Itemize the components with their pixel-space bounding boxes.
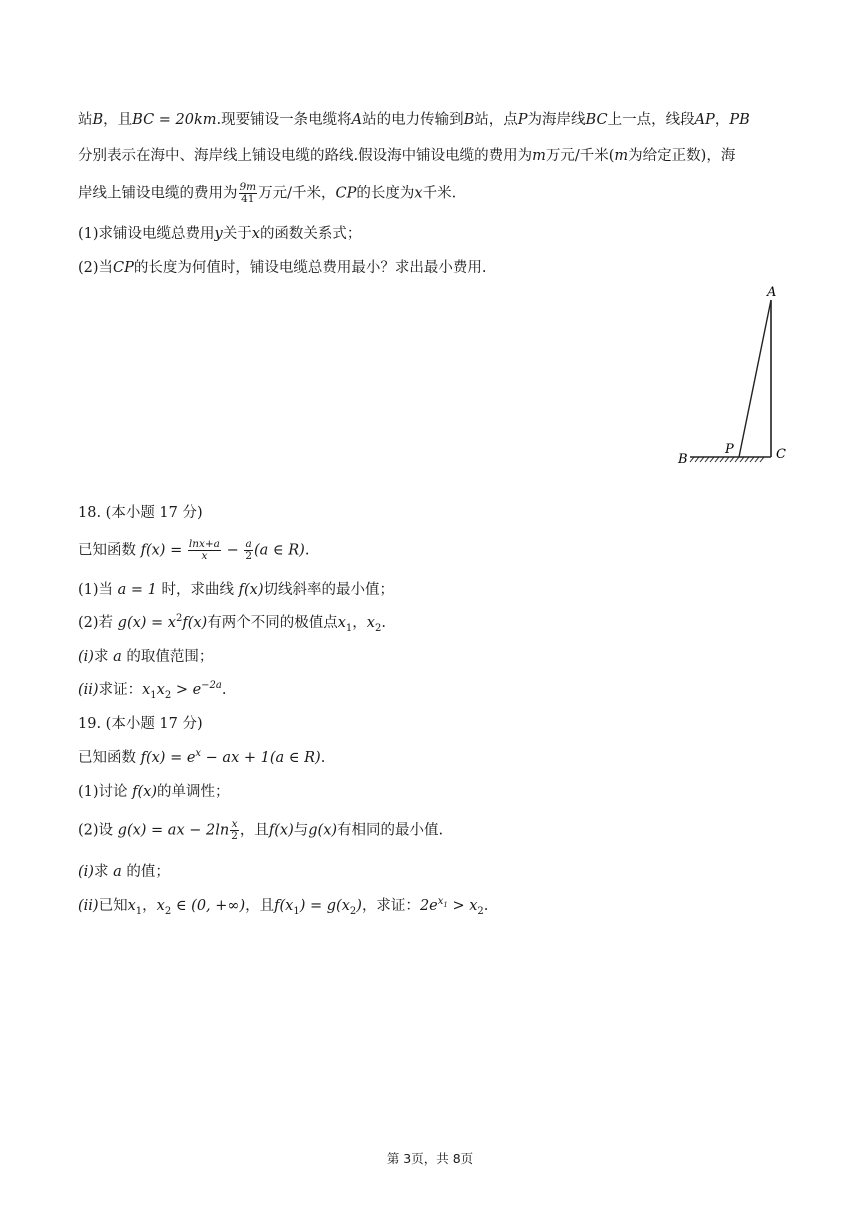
hatch-mark	[730, 457, 734, 462]
page-footer: 第 3页，共 8页	[386, 1151, 474, 1166]
p17-question-1: (1)求铺设电缆总费用y关于x的函数关系式；	[78, 226, 362, 242]
hatch-mark	[735, 457, 739, 462]
label-B: B	[678, 452, 688, 467]
p19-intro: 已知函数 $f(x) = e^x$ − ax + 1(a ∈ R).	[78, 748, 326, 766]
p18-question-1: (1)当 a = 1 时，求曲线 f(x)切线斜率的最小值；	[78, 582, 394, 598]
coastline-diagram	[676, 282, 796, 472]
p19-subquestion-i: (i)求 a 的值；	[78, 864, 170, 880]
p19-header: 19. (本小题 17 分)	[78, 716, 203, 732]
p18-subquestion-i: (i)求 a 的取值范围；	[78, 649, 214, 665]
p19-subquestion-ii: (ii)已知$x_1$，$x_2$ ∈ (0, +∞)，且$f(x_1) = g(x_2)$，求证：$2e^{x_1} > x_2$.	[78, 896, 489, 917]
hatch-mark	[740, 457, 744, 462]
p17-line-1: 站B，且BC = 20km.现要铺设一条电缆将A站的电力传输到B站，点P为海岸线BC上一点，线段AP，PB	[78, 112, 750, 128]
hatch-mark	[720, 457, 724, 462]
label-C: C	[776, 447, 786, 462]
hatch-mark	[745, 457, 749, 462]
hatch-mark	[695, 457, 699, 462]
label-P: P	[725, 442, 734, 457]
p17-question-2: (2)当CP的长度为何值时，铺设电缆总费用最小？求出最小费用.	[78, 260, 487, 276]
coastline-hatching	[690, 457, 764, 462]
segment-AP	[739, 300, 771, 457]
fraction-x-over-2: $\frac{x}{2}$	[231, 818, 238, 842]
hatch-mark	[755, 457, 759, 462]
p19-question-2: (2)设 g(x) = ax − 2ln $\frac{x}{2}$ ，且f(x)与g(x)有相同的最小值.	[78, 818, 444, 842]
p19-question-1: (1)讨论 f(x)的单调性；	[78, 784, 230, 800]
p17-line-2: 分别表示在海中、海岸线上铺设电缆的路线.假设海中铺设电缆的费用为m万元/千米(m为给定正数)，海	[78, 148, 736, 164]
hatch-mark	[715, 457, 719, 462]
hatch-mark	[700, 457, 704, 462]
fraction-a-over-2: $\frac{a}{2}$	[245, 538, 253, 562]
fraction-lnx-a-over-x: $\frac{\ln x+a}{x}$	[188, 538, 220, 562]
hatch-mark	[690, 457, 694, 462]
hatch-mark	[760, 457, 764, 462]
p18-header: 18. (本小题 17 分)	[78, 505, 203, 521]
hatch-mark	[705, 457, 709, 462]
hatch-mark	[750, 457, 754, 462]
p18-subquestion-ii: (ii)求证：$x_1x_2 > e^{-2a}$.	[78, 680, 227, 701]
p17-line-3: 岸线上铺设电缆的费用为 $\frac{9m}{41}$ 万元/千米，CP的长度为x千米.	[78, 181, 457, 205]
p18-question-2: (2)若 $g(x) = x^2f(x)$有两个不同的极值点$x_1$，$x_2$.	[78, 613, 386, 634]
fraction-9m-41: $\frac{9m}{41}$	[239, 181, 257, 205]
label-A: A	[767, 285, 777, 300]
hatch-mark	[710, 457, 714, 462]
hatch-mark	[725, 457, 729, 462]
p18-intro: 已知函数 f(x) = $\frac{\ln x+a}{x}$ − $\frac{a}{2}$ (a ∈ R).	[78, 538, 310, 562]
